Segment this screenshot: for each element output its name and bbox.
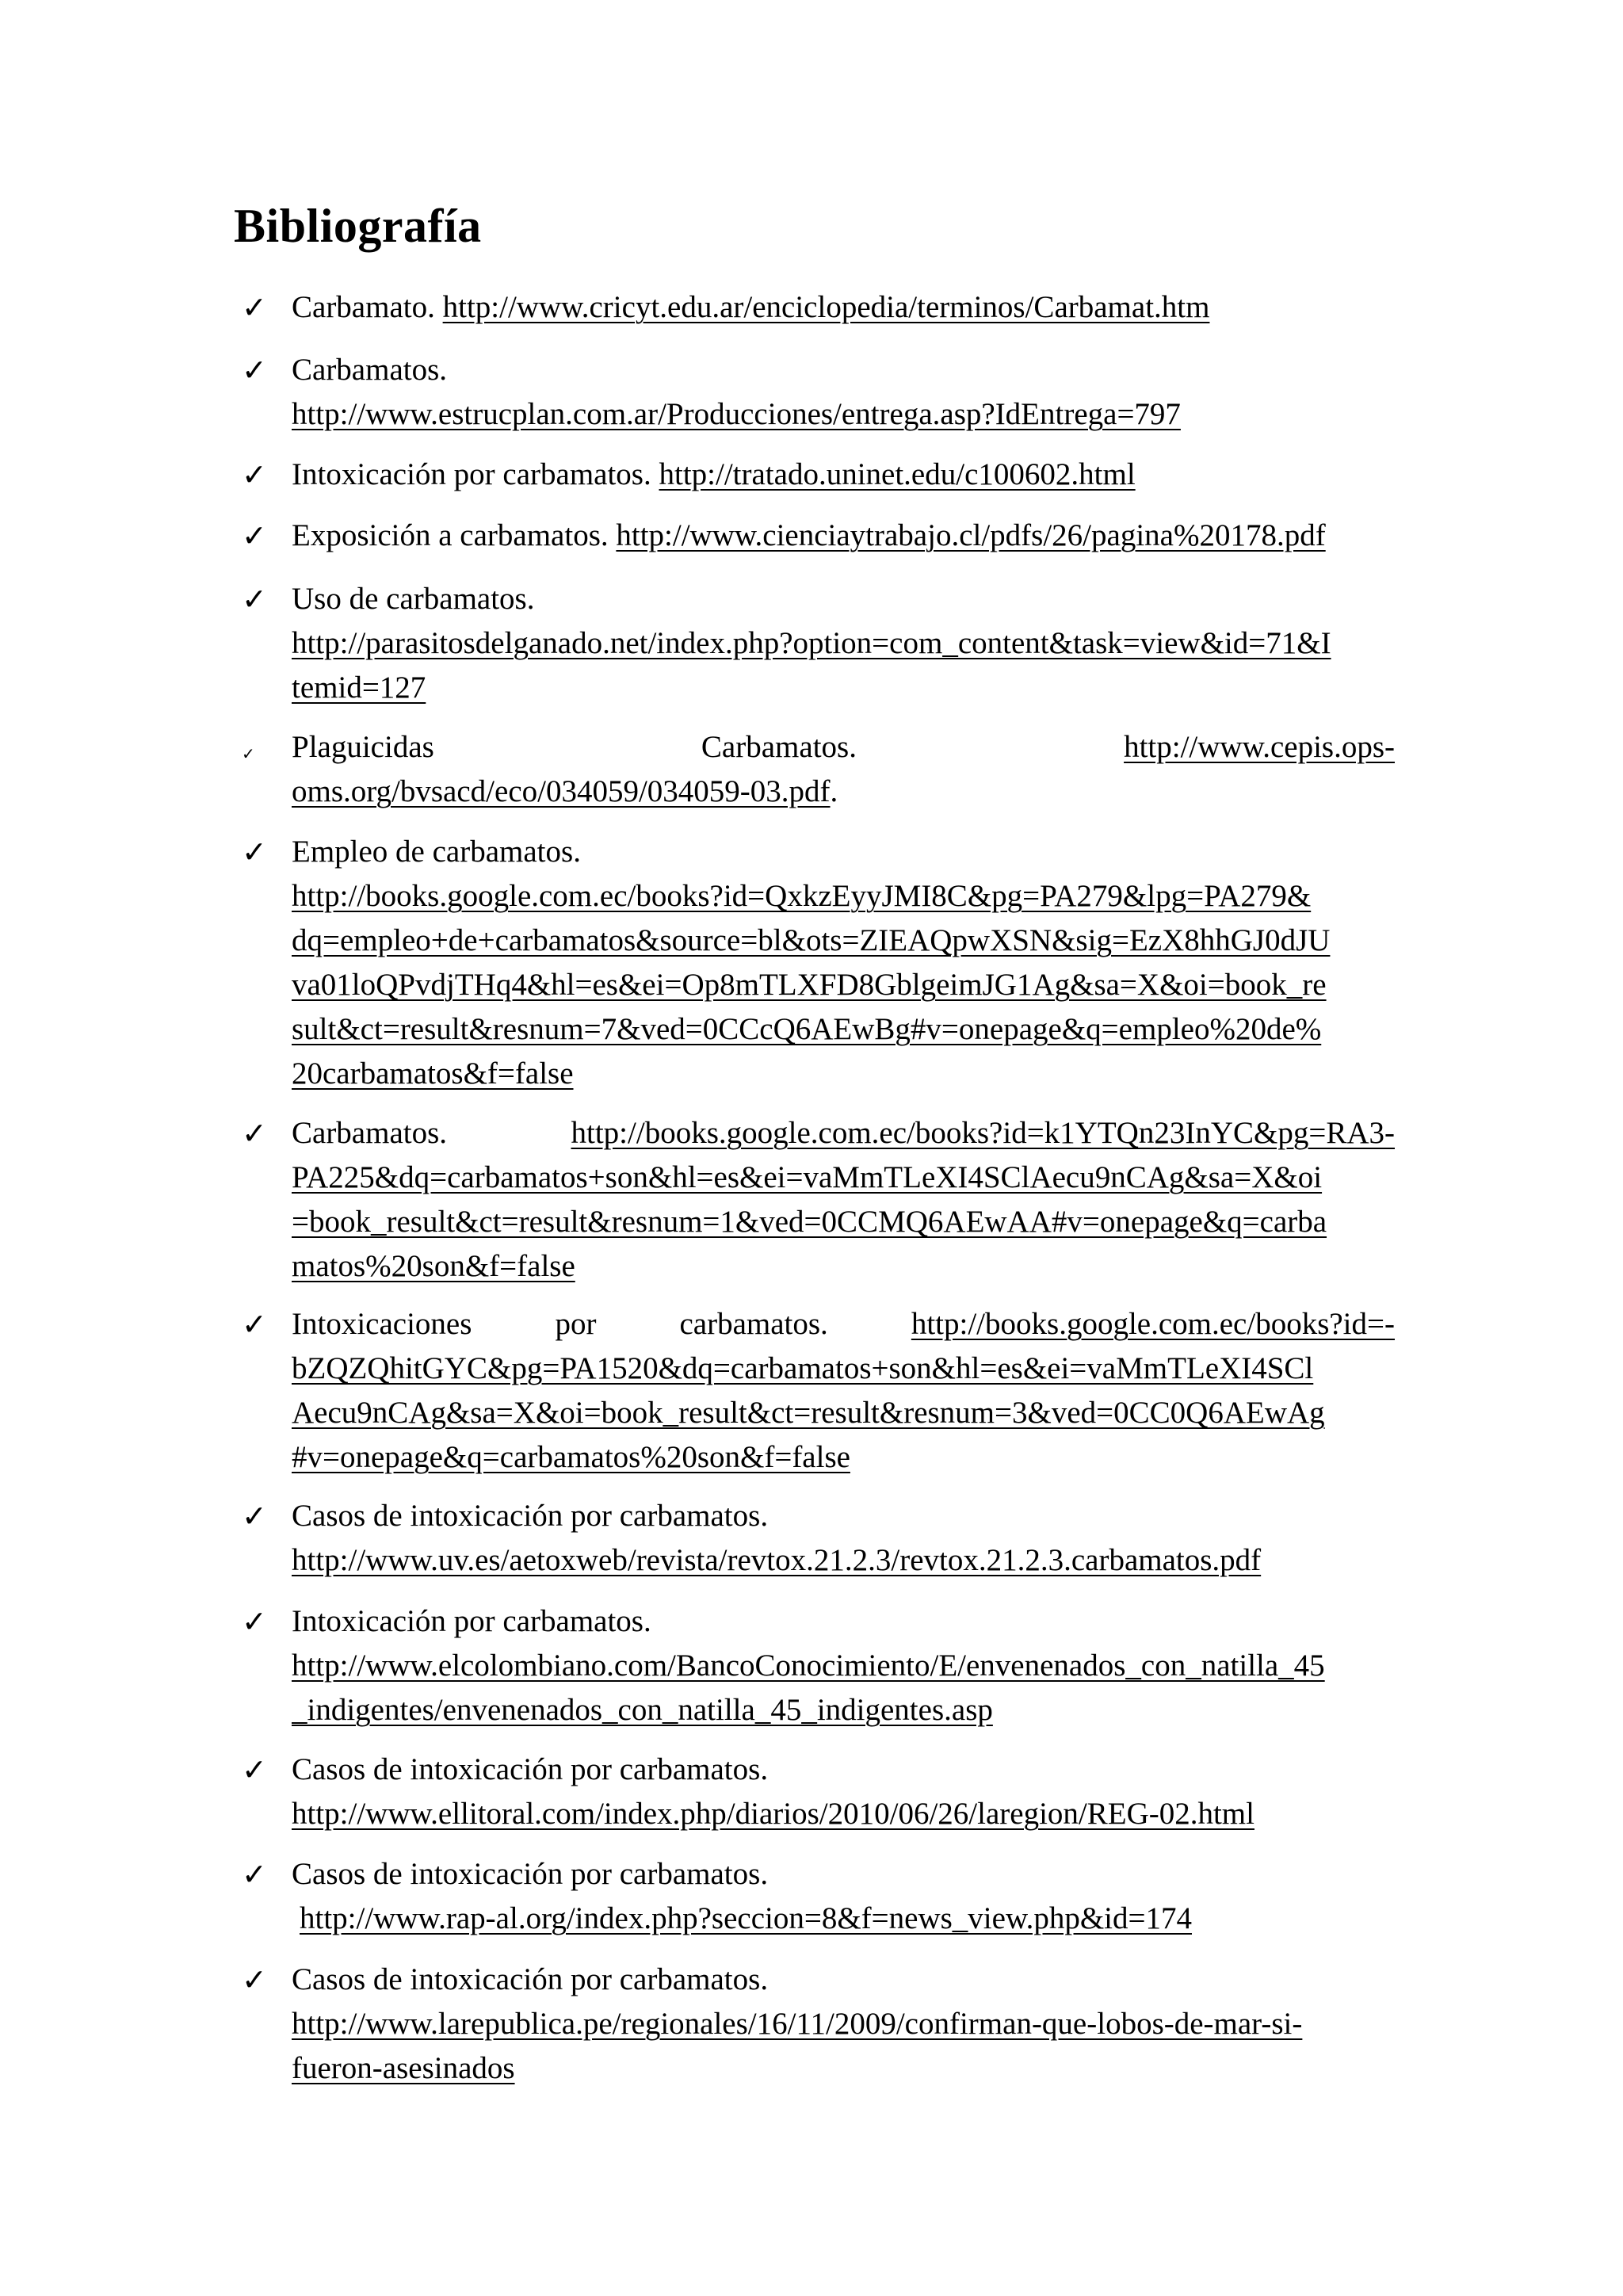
reference-link[interactable]: http://www.cricyt.edu.ar/enciclopedia/terminos/Carbamat.htm: [442, 290, 1210, 324]
entry-label-word: carbamatos.: [679, 1307, 828, 1341]
checkmark-icon: ✓: [242, 582, 267, 617]
reference-link[interactable]: http://www.uv.es/aetoxweb/revista/revtox.21.2.3/revtox.21.2.3.carbamatos.pdf: [292, 1543, 1262, 1577]
reference-link-continued[interactable]: _indigentes/envenenados_con_natilla_45_indigentes.asp: [292, 1693, 993, 1727]
entry-label: Intoxicación por carbamatos.: [292, 1604, 651, 1638]
entry-label: Carbamatos.: [292, 353, 448, 387]
reference-link[interactable]: http://www.ellitoral.com/index.php/diarios/2010/06/26/laregion/REG-02.html: [292, 1797, 1254, 1831]
reference-link-continued[interactable]: bZQZQhitGYC&pg=PA1520&dq=carbamatos+son&hl=es&ei=vaMmTLeXI4SCl: [292, 1351, 1314, 1385]
reference-link[interactable]: http://www.estrucplan.com.ar/Producciones/entrega.asp?IdEntrega=797: [292, 397, 1181, 431]
reference-link[interactable]: http://www.larepublica.pe/regionales/16/11/2009/confirman-que-lobos-de-mar-si-: [292, 2007, 1303, 2041]
entry-label: Exposición a carbamatos.: [292, 518, 609, 552]
reference-link[interactable]: http://parasitosdelganado.net/index.php?option=com_content&task=view&id=71&I: [292, 626, 1331, 660]
checkmark-icon: ✓: [242, 518, 267, 553]
checkmark-icon: ✓: [242, 1962, 267, 1997]
entry-label: Intoxicación por carbamatos.: [292, 457, 651, 491]
checkmark-icon: ✓: [242, 457, 267, 492]
checkmark-icon: ✓: [242, 1857, 267, 1892]
entry-label-word: por: [555, 1307, 597, 1341]
reference-link-continued[interactable]: 20carbamatos&f=false: [292, 1056, 574, 1091]
reference-link[interactable]: http://tratado.uninet.edu/c100602.html: [659, 457, 1136, 491]
entry-label: Carbamatos.: [292, 1116, 448, 1150]
reference-link-continued[interactable]: Aecu9nCAg&sa=X&oi=book_result&ct=result&resnum=3&ved=0CC0Q6AEwAg: [292, 1396, 1325, 1430]
entry-label-word: Intoxicaciones: [292, 1307, 472, 1341]
reference-link-continued[interactable]: =book_result&ct=result&resnum=1&ved=0CCMQ6AEwAA#v=onepage&q=carba: [292, 1205, 1327, 1239]
checkmark-icon: ✓: [242, 1752, 267, 1787]
reference-link-continued[interactable]: temid=127: [292, 670, 426, 705]
reference-link[interactable]: http://books.google.com.ec/books?id=QxkzEyyJMI8C&pg=PA279&lpg=PA279&: [292, 879, 1312, 913]
checkmark-icon: ✓: [242, 1307, 267, 1342]
checkmark-icon: ✓: [242, 1604, 267, 1639]
entry-label: Casos de intoxicación por carbamatos.: [292, 1752, 769, 1786]
reference-link[interactable]: http://www.elcolombiano.com/BancoConocimiento/E/envenenados_con_natilla_45: [292, 1648, 1325, 1683]
checkmark-icon: ✓: [242, 1499, 267, 1534]
trailing-period: .: [830, 774, 838, 808]
checkmark-icon: ✓: [242, 744, 255, 763]
reference-link-continued[interactable]: sult&ct=result&resnum=7&ved=0CCcQ6AEwBg#v=onepage&q=empleo%20de%: [292, 1012, 1322, 1046]
page-title: Bibliografía: [234, 200, 482, 252]
reference-link[interactable]: http://www.cienciaytrabajo.cl/pdfs/26/pagina%20178.pdf: [616, 518, 1326, 552]
reference-link-continued[interactable]: fueron-asesinados: [292, 2051, 515, 2085]
checkmark-icon: ✓: [242, 835, 267, 869]
entry-label: Carbamato.: [292, 290, 435, 324]
checkmark-icon: ✓: [242, 1116, 267, 1151]
reference-link-continued[interactable]: dq=empleo+de+carbamatos&source=bl&ots=ZIEAQpwXSN&sig=EzX8hhGJ0dJU: [292, 923, 1331, 957]
entry-label: Empleo de carbamatos.: [292, 835, 581, 869]
reference-link-continued[interactable]: matos%20son&f=false: [292, 1249, 575, 1283]
entry-label: Casos de intoxicación por carbamatos.: [292, 1499, 769, 1533]
checkmark-icon: ✓: [242, 290, 267, 325]
entry-label-word: Plaguicidas: [292, 730, 434, 764]
entry-label: Casos de intoxicación por carbamatos.: [292, 1857, 769, 1891]
reference-link-continued[interactable]: va01loQPvdjTHq4&hl=es&ei=Op8mTLXFD8GblgeimJG1Ag&sa=X&oi=book_re: [292, 968, 1327, 1002]
checkmark-icon: ✓: [242, 353, 267, 388]
reference-link[interactable]: http://books.google.com.ec/books?id=-: [911, 1307, 1395, 1341]
entry-label-word: Carbamatos.: [701, 730, 857, 764]
reference-link[interactable]: http://books.google.com.ec/books?id=k1YTQn23InYC&pg=RA3-: [571, 1116, 1395, 1150]
reference-link[interactable]: http://www.cepis.ops-: [1124, 730, 1395, 764]
entry-label: Uso de carbamatos.: [292, 582, 535, 616]
reference-link-continued[interactable]: oms.org/bvsacd/eco/034059/034059-03.pdf: [292, 774, 831, 808]
reference-link[interactable]: http://www.rap-al.org/index.php?seccion=8&f=news_view.php&id=174: [300, 1901, 1192, 1935]
reference-link-continued[interactable]: #v=onepage&q=carbamatos%20son&f=false: [292, 1440, 850, 1474]
entry-label: Casos de intoxicación por carbamatos.: [292, 1962, 769, 1996]
reference-link-continued[interactable]: PA225&dq=carbamatos+son&hl=es&ei=vaMmTLeXI4SClAecu9nCAg&sa=X&oi: [292, 1160, 1323, 1194]
